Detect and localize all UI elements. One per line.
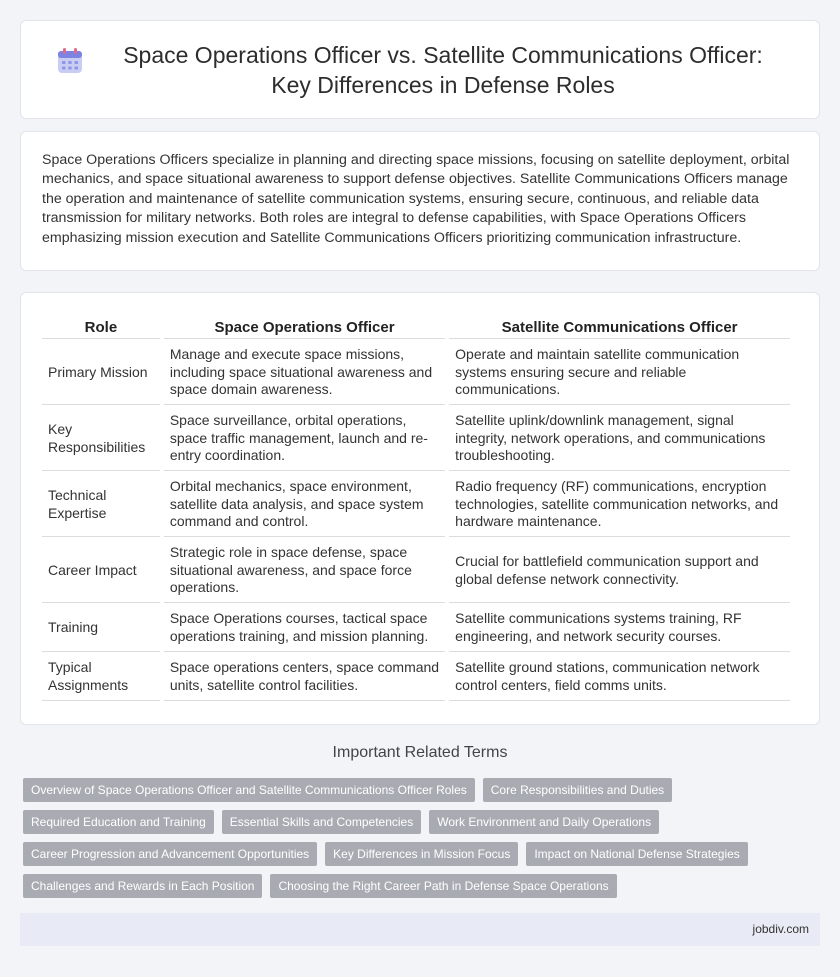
related-terms-title: Important Related Terms bbox=[332, 744, 508, 761]
table-row bbox=[42, 473, 790, 537]
footer bbox=[20, 913, 820, 946]
related-term-tag[interactable]: Career Progression and Advancement Opportunities bbox=[23, 842, 317, 866]
satcom-cell: Radio frequency (RF) communications, encryption technologies, satellite communication networks, and hardware maintenance. bbox=[449, 473, 790, 537]
space-ops-cell: Space Operations courses, tactical space operations training, and mission planning. bbox=[164, 605, 445, 652]
related-terms-tags bbox=[23, 778, 823, 906]
related-term-tag[interactable]: Impact on National Defense Strategies bbox=[526, 842, 747, 866]
page-title: Space Operations Officer vs. Satellite Communications Officer: Key Differences in Defense Roles bbox=[123, 41, 763, 98]
table-row bbox=[42, 654, 790, 701]
table-header-row bbox=[42, 315, 790, 339]
related-term-tag[interactable]: Choosing the Right Career Path in Defense Space Operations bbox=[270, 874, 616, 898]
satcom-cell: Operate and maintain satellite communication systems ensuring secure and reliable communications. bbox=[449, 341, 790, 405]
table-row bbox=[42, 539, 790, 603]
table-row bbox=[42, 407, 790, 471]
row-label: Primary Mission bbox=[42, 341, 160, 405]
column-header-space-operations: Space Operations Officer bbox=[164, 315, 445, 339]
row-label: Training bbox=[42, 605, 160, 652]
related-term-tag[interactable]: Core Responsibilities and Duties bbox=[483, 778, 672, 802]
column-header-satellite-communications: Satellite Communications Officer bbox=[449, 315, 790, 339]
related-term-tag[interactable]: Challenges and Rewards in Each Position bbox=[23, 874, 262, 898]
satcom-cell: Satellite ground stations, communication network control centers, field comms units. bbox=[449, 654, 790, 701]
calendar-icon bbox=[57, 48, 83, 74]
space-ops-cell: Manage and execute space missions, including space situational awareness and space domain awareness. bbox=[164, 341, 445, 405]
comparison-table bbox=[38, 313, 794, 703]
related-term-tag[interactable]: Required Education and Training bbox=[23, 810, 214, 834]
row-label: Key Responsibilities bbox=[42, 407, 160, 471]
row-label: Career Impact bbox=[42, 539, 160, 603]
intro-card bbox=[20, 131, 820, 271]
related-term-tag[interactable]: Essential Skills and Competencies bbox=[222, 810, 421, 834]
header-card bbox=[20, 20, 820, 119]
table-row bbox=[42, 341, 790, 405]
space-ops-cell: Space operations centers, space command units, satellite control facilities. bbox=[164, 654, 445, 701]
space-ops-cell: Strategic role in space defense, space situational awareness, and space force operations. bbox=[164, 539, 445, 603]
satcom-cell: Satellite uplink/downlink management, signal integrity, network operations, and communications troubleshooting. bbox=[449, 407, 790, 471]
intro-paragraph: Space Operations Officers specialize in planning and directing space missions, focusing on satellite deployment, orbital mechanics, and space situational awareness to support defense objectives. Satellite Communications Officers manage the operation and maintenance of satellite communication systems, ensuring secure, continuous, and reliable data transmission for military networks. Both roles are integral to defense capabilities, with Space Operations Officers emphasizing mission execution and Satellite Communications Officers prioritizing communication infrastructure. bbox=[42, 152, 790, 246]
row-label: Typical Assignments bbox=[42, 654, 160, 701]
row-label: Technical Expertise bbox=[42, 473, 160, 537]
related-term-tag[interactable]: Key Differences in Mission Focus bbox=[325, 842, 518, 866]
related-term-tag[interactable]: Overview of Space Operations Officer and Satellite Communications Officer Roles bbox=[23, 778, 475, 802]
space-ops-cell: Orbital mechanics, space environment, satellite data analysis, and space system command and control. bbox=[164, 473, 445, 537]
space-ops-cell: Space surveillance, orbital operations, space traffic management, launch and re-entry coordination. bbox=[164, 407, 445, 471]
table-row bbox=[42, 605, 790, 652]
satcom-cell: Crucial for battlefield communication support and global defense network connectivity. bbox=[449, 539, 790, 603]
satcom-cell: Satellite communications systems training, RF engineering, and network security courses. bbox=[449, 605, 790, 652]
comparison-table-card bbox=[20, 292, 820, 725]
footer-site-link[interactable]: jobdiv.com bbox=[752, 922, 809, 936]
column-header-role: Role bbox=[42, 315, 160, 339]
related-term-tag[interactable]: Work Environment and Daily Operations bbox=[429, 810, 659, 834]
